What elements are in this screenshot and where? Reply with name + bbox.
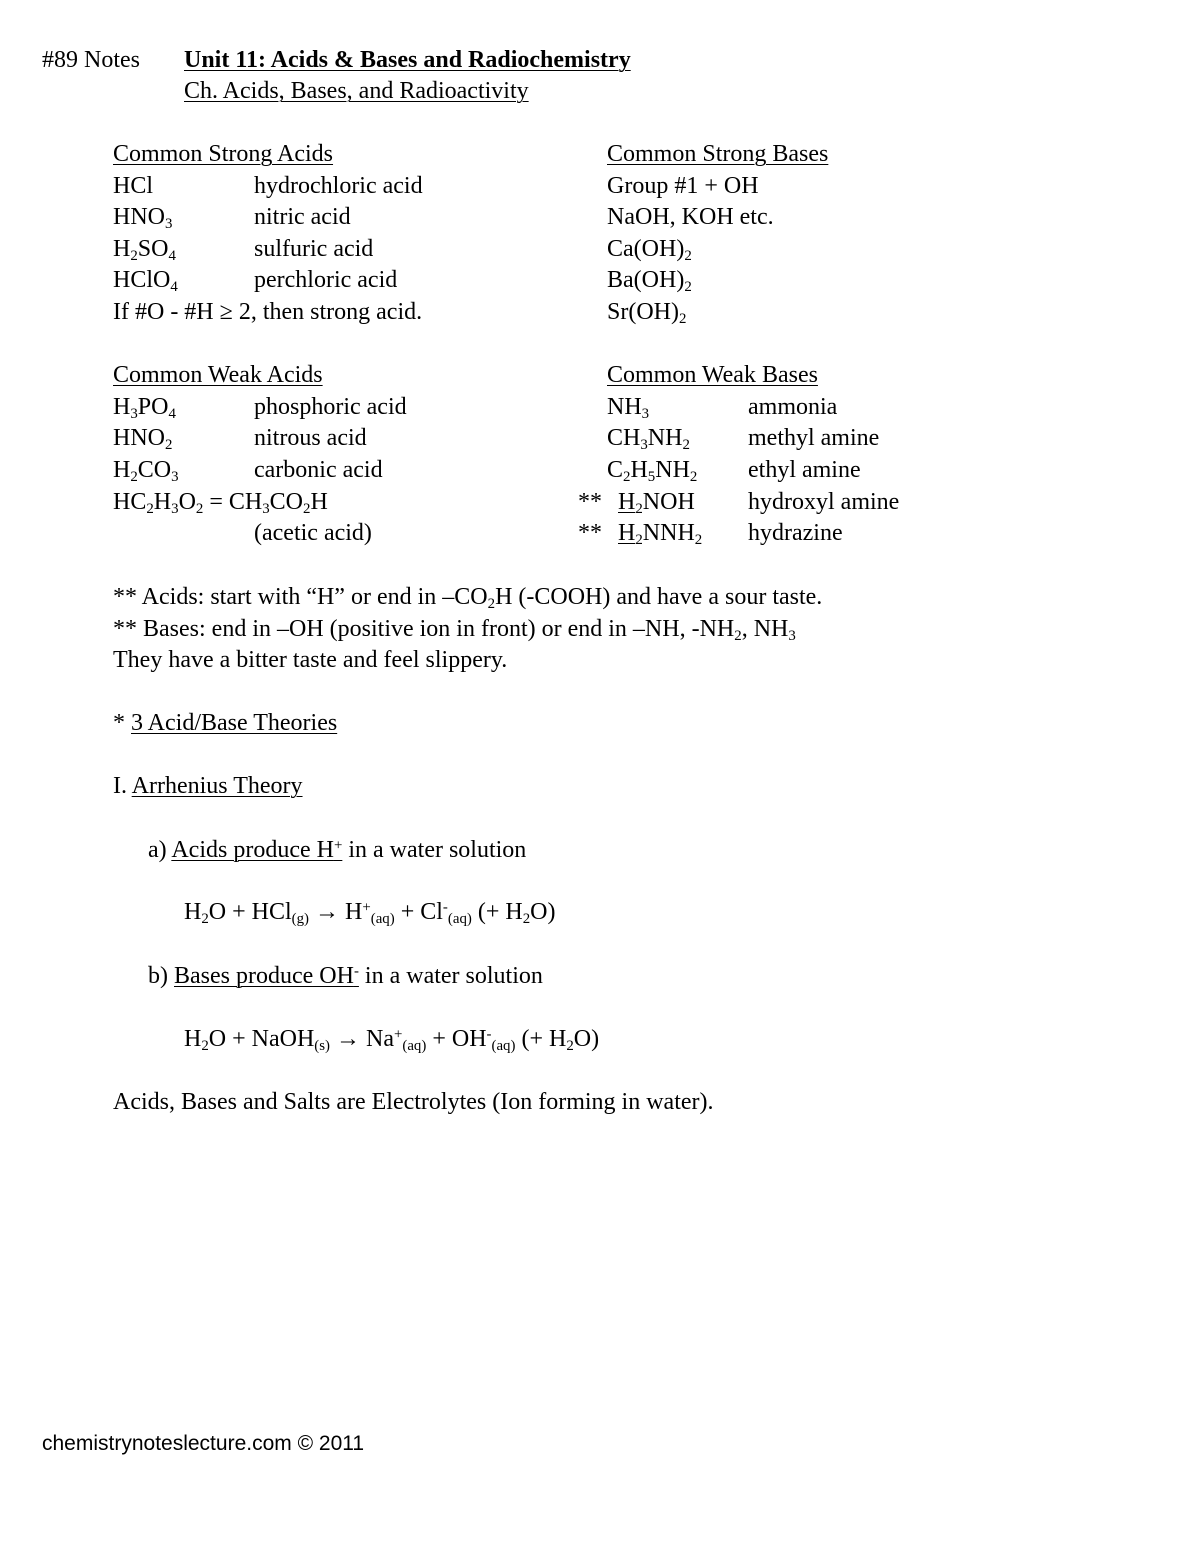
strong-base-item: $Ba(OH)_2$ (607, 267, 692, 296)
strong-acid-rule: If #O - #H ≥ 2, then strong acid. (113, 299, 423, 325)
strong-acid-formula: HClO$_4$ (113, 267, 178, 296)
bases-note: ** Bases: end in –OH (positive ion in front) or end in –NH, $-NH_2$, $NH_3$ (113, 616, 796, 645)
strong-acid-formula: HCl (113, 173, 154, 199)
section-number: I. (113, 773, 132, 799)
strong-base-item: NaOH, KOH etc. (607, 204, 774, 230)
weak-base-name: methyl amine (748, 425, 880, 451)
bases-produce-oh: Bases produce OH- (174, 963, 359, 989)
strong-acid-formula: $H_2SO_4$ (113, 236, 176, 265)
strong-bases-heading: Common Strong Bases (607, 141, 829, 167)
weak-base-name: hydrazine (748, 520, 843, 546)
weak-base-formula: $C_2H_5NH_2$ (607, 457, 698, 486)
weak-base-marker: ** (578, 520, 602, 546)
acid-equation: $H_2O + HCl_{(g)} \to H^+_{(aq)} + Cl^-_{(aq)}$ (+ $H_2O$) (184, 899, 556, 928)
weak-base-name: ethyl amine (748, 457, 861, 483)
base-equation: $H_2O$ + NaOH$_{(s)}$ → $Na^+_{(aq)} + OH^-_{(aq)}$ (+ $H_2O$) (184, 1026, 600, 1055)
strong-acid-name: perchloric acid (254, 267, 398, 293)
item-a-prefix: a) (148, 837, 172, 863)
strong-acid-name: sulfuric acid (254, 236, 374, 262)
bases-definition (148, 964, 543, 988)
chapter-title: Ch. Acids, Bases, and Radioactivity (184, 78, 529, 104)
weak-acid-name: phosphoric acid (254, 394, 407, 420)
arrhenius-heading-line (113, 774, 303, 798)
weak-acid-name: nitrous acid (254, 425, 367, 451)
weak-base-name: hydroxyl amine (748, 489, 900, 515)
acetic-acid-name: (acetic acid) (254, 520, 372, 546)
strong-acid-name: nitric acid (254, 204, 351, 230)
theories-heading-line (113, 711, 337, 735)
weak-base-formula: $H_2NOH$ (618, 489, 695, 518)
strong-base-item: $Sr(OH)_2$ (607, 299, 687, 328)
theories-heading: 3 Acid/Base Theories (131, 710, 338, 736)
bases-note-line2: They have a bitter taste and feel slippery. (113, 647, 508, 673)
weak-base-name: ammonia (748, 394, 838, 420)
acids-note: ** Acids: start with “H” or end in $-CO_2H$ (-COOH) and have a sour taste. (113, 584, 823, 613)
weak-base-formula: $H_2NNH_2$ (618, 520, 703, 549)
acids-produce-h: Acids produce H+ (171, 837, 343, 863)
weak-base-formula: $NH_3$ (607, 394, 650, 423)
weak-acid-formula: $H_2CO_3$ (113, 457, 179, 486)
notes-label: #89 Notes (42, 47, 140, 73)
bases-definition-rest: in a water solution (358, 963, 543, 989)
strong-acids-heading: Common Strong Acids (113, 141, 334, 167)
acids-definition (148, 838, 526, 862)
strong-acid-name: hydrochloric acid (254, 173, 423, 199)
theories-star: * (113, 710, 131, 736)
acetic-acid-formula: $HC_2H_3O_2 = CH_3CO_2H$ (113, 489, 328, 518)
weak-base-marker: ** (578, 489, 602, 515)
unit-title: Unit 11: Acids & Bases and Radiochemistry (184, 47, 631, 73)
acids-definition-rest: in a water solution (342, 837, 527, 863)
arrhenius-title: Arrhenius Theory (131, 773, 303, 799)
weak-acid-name: carbonic acid (254, 457, 383, 483)
strong-acid-formula: $HNO_3$ (113, 204, 173, 233)
weak-acid-formula: $HNO_2$ (113, 425, 173, 454)
electrolytes-statement: Acids, Bases and Salts are Electrolytes (Ion forming in water). (113, 1089, 714, 1115)
weak-base-formula: $CH_3NH_2$ (607, 425, 690, 454)
strong-base-item: Group #1 + OH (607, 173, 759, 199)
strong-base-item: $Ca(OH)_2$ (607, 236, 692, 265)
footer-copyright: chemistrynoteslecture.com © 2011 (42, 1432, 365, 1455)
weak-acid-formula: $H_3PO_4$ (113, 394, 176, 423)
weak-bases-heading: Common Weak Bases (607, 362, 818, 388)
weak-acids-heading: Common Weak Acids (113, 362, 323, 388)
item-b-prefix: b) (148, 963, 174, 989)
